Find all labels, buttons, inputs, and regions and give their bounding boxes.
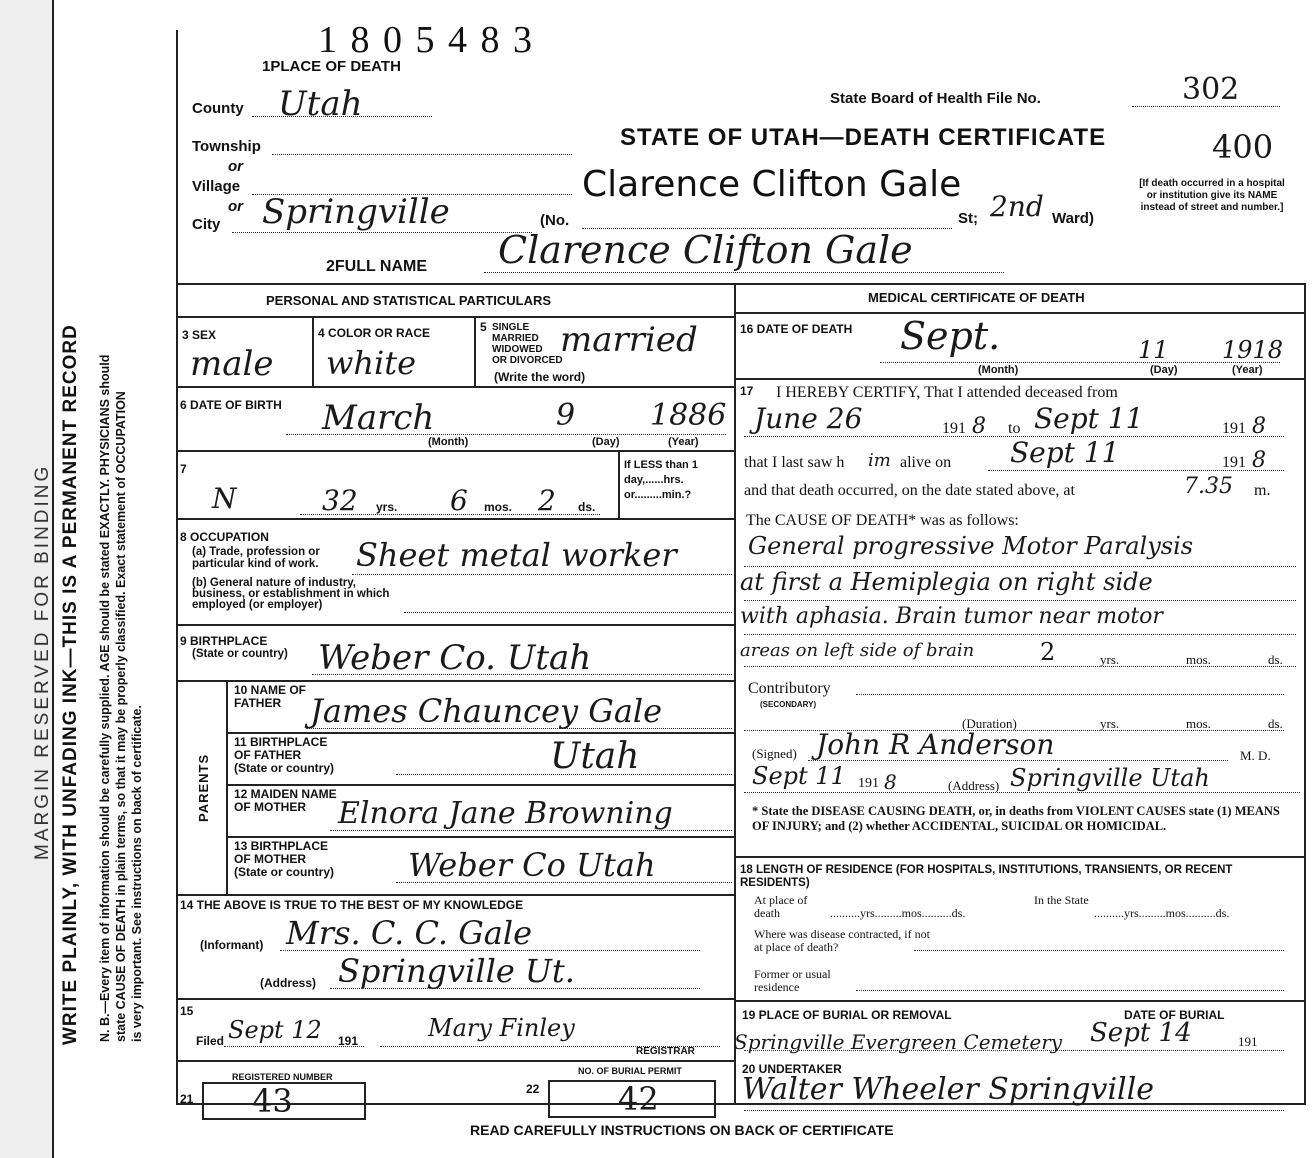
birthplace-underline — [312, 674, 732, 675]
color-divider — [474, 316, 476, 386]
city-label: City — [192, 216, 221, 233]
ward-value: 2nd — [990, 190, 1044, 223]
cause-line-3: with aphasia. Brain tumor near motor — [740, 604, 1163, 629]
age-months: 6 — [450, 484, 468, 517]
mother-bp-underline — [396, 882, 732, 883]
true-statement-label: 14 THE ABOVE IS TRUE TO THE BEST OF MY KNOWLEDGE — [180, 898, 524, 912]
in-state-units: ..........yrs.........mos..........ds. — [1094, 906, 1230, 920]
reg-number-label: REGISTERED NUMBER — [232, 1072, 333, 1082]
last-saw-underline — [988, 470, 1284, 471]
year-prefix-3: 191 — [1222, 454, 1246, 471]
parents-rule-2 — [226, 784, 734, 786]
dod-month: Sept. — [900, 314, 1001, 358]
dob-day-label: (Day) — [592, 436, 620, 448]
secondary-label: (SECONDARY) — [760, 700, 817, 709]
year-suffix-1: 8 — [972, 414, 986, 439]
marital-write-note: (Write the word) — [494, 370, 586, 384]
dob-underline — [286, 434, 726, 435]
age-years: 32 — [322, 484, 358, 517]
former-residence-underline — [856, 990, 1284, 991]
cause-line-1: General progressive Motor Paralysis — [748, 532, 1194, 560]
undertaker-underline — [744, 1110, 1284, 1111]
reg-number-value: 43 — [252, 1082, 293, 1120]
last-saw-date: Sept 11 — [1010, 436, 1120, 469]
registrar-name: Mary Finley — [428, 1014, 575, 1042]
footnote: * State the DISEASE CAUSING DEATH, or, in deaths from VIOLENT CAUSES state (1) MEANS OF INJURY; and (2) whether ACCIDENTAL, SUICIDAL OR HOMICIDAL. — [752, 804, 1280, 833]
birthplace-value: Weber Co. Utah — [318, 638, 592, 678]
disease-contracted-underline — [914, 950, 1284, 951]
or-label-2: or — [228, 198, 243, 215]
alive-on-label: alive on — [900, 454, 952, 471]
year-suffix-2: 8 — [1252, 414, 1266, 439]
margin-note-line1: N. B.—Every item of information should be carefully supplied. AGE should be stated EXACTLY. PHYSICIANS should — [98, 354, 112, 1042]
attended-to: Sept 11 — [1034, 402, 1144, 435]
mother-underline — [330, 830, 732, 831]
filed-num: 15 — [180, 1004, 194, 1018]
burial-date-value: Sept 14 — [1090, 1018, 1192, 1048]
full-name-underline — [484, 272, 1004, 273]
father-underline — [306, 728, 732, 729]
no-label: (No. — [540, 212, 570, 229]
physician-address-underline — [744, 792, 1300, 793]
contrib-mos-label: mos. — [1186, 716, 1211, 731]
margin-note-line3: is very important. See instructions on back of certificate. — [130, 705, 144, 1042]
reg-number-idx: 21 — [180, 1092, 194, 1106]
undertaker-value: Walter Wheeler Springville — [742, 1072, 1154, 1107]
sex-label: 3 SEX — [182, 328, 217, 342]
state-board-label: State Board of Health File No. — [830, 90, 1041, 107]
cause-ds-label: ds. — [1268, 652, 1283, 667]
parents-label: PARENTS — [196, 753, 211, 822]
left-rule-7 — [176, 894, 734, 896]
cause-underline-2 — [744, 600, 1296, 601]
physician-signature: John R Anderson — [816, 728, 1055, 761]
occupation-value: Sheet metal worker — [356, 536, 677, 574]
occ-a-label: (a) Trade, profession or particular kind of work. — [192, 546, 320, 570]
less-than-label: If LESS than 1 day,......hrs. or.........min.? — [624, 459, 698, 501]
full-name-label: 2FULL NAME — [326, 258, 428, 275]
filed-date: Sept 12 — [228, 1016, 322, 1044]
informant-label: (Informant) — [200, 938, 264, 952]
dod-month-label: (Month) — [978, 364, 1019, 376]
mother-value: Elnora Jane Browning — [338, 796, 673, 831]
personal-heading: PERSONAL AND STATISTICAL PARTICULARS — [266, 293, 552, 308]
filed-year: 191 — [338, 1034, 359, 1048]
at-place-label: At place of death — [754, 893, 808, 920]
burial-year: 191 — [1238, 1034, 1258, 1049]
burial-permit-idx: 22 — [526, 1082, 540, 1096]
last-saw-him: im — [868, 450, 891, 471]
disease-contracted-label: Where was disease contracted, if not at place of death? — [754, 927, 930, 954]
at-place-units: ..........yrs.........mos..........ds. — [830, 906, 966, 920]
column-divider — [734, 283, 736, 1105]
birthplace-label: 9 BIRTHPLACE — [180, 634, 268, 648]
parents-rule-3 — [226, 836, 734, 838]
burial-permit-value: 42 — [618, 1080, 659, 1118]
dod-underline — [880, 362, 1280, 363]
township-underline — [272, 154, 572, 155]
right-rule-2 — [734, 378, 1306, 380]
certify-text: I HEREBY CERTIFY, That I attended deceased from — [776, 384, 1118, 401]
age-days: 2 — [538, 484, 556, 517]
contrib-ds-label: ds. — [1268, 716, 1283, 731]
last-saw-label: that I last saw h — [744, 454, 845, 471]
full-name-value: Clarence Clifton Gale — [498, 228, 913, 272]
left-rule-4 — [176, 518, 734, 520]
dod-label: 16 DATE OF DEATH — [740, 322, 853, 336]
father-value: James Chauncey Gale — [310, 692, 663, 730]
dob-year-label: (Year) — [668, 436, 699, 448]
left-rule-6 — [176, 680, 734, 682]
marital-label: SINGLE MARRIED WIDOWED OR DIVORCED — [492, 322, 563, 366]
cause-label: The CAUSE OF DEATH* was as follows: — [746, 512, 1019, 529]
sex-value: male — [190, 344, 274, 384]
number-400: 400 — [1212, 128, 1274, 166]
age-less-divider — [618, 450, 620, 518]
burial-date-label: DATE OF BURIAL — [1124, 1008, 1225, 1022]
left-rule-3 — [176, 450, 734, 452]
age-mark: N — [212, 482, 237, 515]
filed-underline — [224, 1046, 364, 1047]
num17: 17 — [740, 384, 754, 398]
dob-month-label: (Month) — [428, 436, 469, 448]
cause-underline-4 — [744, 666, 1296, 667]
informant-value: Mrs. C. C. Gale — [286, 914, 533, 952]
county-value: Utah — [278, 84, 363, 124]
contributory-underline-1 — [856, 694, 1284, 695]
mother-bp-label: 13 BIRTHPLACE OF MOTHER (State or country) — [234, 839, 335, 879]
age-days-label: ds. — [578, 500, 596, 514]
father-bp-label: 11 BIRTHPLACE OF FATHER (State or country) — [234, 735, 335, 775]
occ-b-label: (b) General nature of industry, business, or establishment in which employed (or employer) — [192, 577, 390, 611]
left-rule-5 — [176, 624, 734, 626]
burial-permit-label: NO. OF BURIAL PERMIT — [578, 1066, 682, 1076]
cause-yrs-label: yrs. — [1100, 652, 1120, 667]
age-months-label: mos. — [484, 500, 513, 514]
city-underline — [232, 232, 532, 233]
death-occurred-label: and that death occurred, on the date stated above, at — [744, 482, 1075, 499]
or-label-1: or — [228, 158, 243, 175]
physician-address-label: (Address) — [948, 778, 1000, 793]
informant-address-underline — [330, 988, 700, 989]
year-suffix-3: 8 — [1252, 448, 1266, 473]
contributory-label: Contributory — [748, 680, 831, 697]
signed-label: (Signed) — [752, 746, 797, 761]
sex-divider — [312, 316, 314, 386]
contrib-yrs-label: yrs. — [1100, 716, 1120, 731]
serial-number: 1 8 0 5 4 8 3 — [318, 19, 534, 61]
mother-bp-value: Weber Co Utah — [408, 846, 656, 884]
right-rule-3 — [734, 856, 1306, 858]
certificate-title: STATE OF UTAH—DEATH CERTIFICATE — [620, 124, 1107, 151]
signed-year: 191 — [858, 776, 879, 791]
residence-label: 18 LENGTH OF RESIDENCE (FOR HOSPITALS, INSTITUTIONS, TRANSIENTS, OR RECENT RESIDENTS) — [740, 864, 1233, 889]
to-label: to — [1008, 420, 1021, 437]
left-rule-2 — [176, 386, 734, 388]
md-label: M. D. — [1240, 748, 1271, 763]
burial-place-value: Springville Evergreen Cemetery — [734, 1030, 1063, 1054]
time-suffix: m. — [1254, 482, 1271, 499]
file-number: 302 — [1182, 72, 1240, 107]
age-underline — [300, 514, 600, 515]
cause-line-2: at first a Hemiplegia on right side — [740, 568, 1153, 596]
county-label: County — [192, 100, 244, 117]
signed-date: Sept 11 — [752, 762, 846, 790]
dod-year: 1918 — [1222, 336, 1284, 364]
occupation-label: 8 OCCUPATION — [180, 530, 269, 544]
employer-underline — [404, 612, 732, 613]
hospital-note: [If death occurred in a hospital or institution give its NAME instead of street and number.] — [1139, 178, 1285, 213]
age-num: 7 — [180, 462, 187, 476]
parents-divider — [226, 680, 228, 894]
parents-rule-1 — [226, 732, 734, 734]
medical-heading: MEDICAL CERTIFICATE OF DEATH — [868, 290, 1085, 305]
margin-note-line2: state CAUSE OF DEATH in plain terms, so that it may be properly classified. Exact statement of OCCUPATION — [114, 391, 128, 1042]
typed-name: Clarence Clifton Gale — [582, 164, 962, 205]
dod-day-label: (Day) — [1150, 364, 1178, 376]
burial-place-label: 19 PLACE OF BURIAL OR REMOVAL — [742, 1008, 952, 1022]
place-of-death-label: 1PLACE OF DEATH — [262, 58, 401, 75]
age-years-label: yrs. — [376, 500, 398, 514]
township-label: Township — [192, 138, 261, 155]
st-label: St; — [958, 210, 978, 227]
margin-binding-text: MARGIN RESERVED FOR BINDING — [32, 463, 53, 860]
in-state-label: In the State — [1034, 893, 1089, 907]
birthplace-sub: (State or country) — [192, 648, 288, 660]
left-rule-8 — [176, 998, 734, 1000]
year-prefix-1: 191 — [942, 420, 966, 437]
signature-underline — [808, 760, 1228, 761]
undertaker-label: 20 UNDERTAKER — [742, 1062, 842, 1076]
father-bp-underline — [396, 774, 732, 775]
informant-underline — [280, 950, 700, 951]
year-prefix-2: 191 — [1222, 420, 1246, 437]
city-value: Springville — [262, 192, 450, 232]
footer-instructions: READ CAREFULLY INSTRUCTIONS ON BACK OF CERTIFICATE — [470, 1122, 894, 1138]
color-value: white — [326, 344, 417, 382]
left-outer-line — [176, 30, 178, 290]
dod-year-label: (Year) — [1232, 364, 1263, 376]
dob-year: 1886 — [650, 398, 727, 433]
attended-from: June 26 — [754, 402, 863, 435]
cause-mos-label: mos. — [1186, 652, 1211, 667]
village-label: Village — [192, 178, 241, 195]
father-bp-value: Utah — [550, 736, 640, 777]
father-label: 10 NAME OF FATHER — [234, 683, 307, 710]
color-label: 4 COLOR OR RACE — [318, 326, 431, 340]
right-rule-4 — [734, 1000, 1306, 1002]
former-residence-label: Former or usual residence — [754, 967, 831, 994]
marital-value: married — [560, 320, 698, 360]
cause-line-4: areas on left side of brain — [740, 640, 975, 661]
left-rule-9 — [176, 1060, 734, 1062]
burial-underline — [744, 1050, 1284, 1051]
informant-address-label: (Address) — [260, 976, 317, 990]
occupation-underline — [352, 574, 732, 575]
dob-month: March — [322, 398, 435, 438]
dob-label: 6 DATE OF BIRTH — [180, 398, 282, 412]
right-rule-1 — [734, 312, 1306, 314]
dob-day: 9 — [556, 398, 576, 433]
duration-label: (Duration) — [962, 716, 1017, 731]
filed-label: Filed — [196, 1034, 225, 1048]
cause-underline-1 — [744, 566, 1296, 567]
left-rule-1 — [176, 316, 734, 318]
physician-address: Springville Utah — [1010, 764, 1210, 792]
cause-years: 2 — [1040, 638, 1056, 666]
marital-num: 5 — [480, 320, 487, 334]
cause-underline-3 — [744, 634, 1296, 635]
signed-year-suffix: 8 — [884, 770, 897, 794]
informant-address-value: Springville Ut. — [338, 952, 575, 990]
registrar-label: REGISTRAR — [636, 1046, 695, 1057]
death-time: 7.35 — [1184, 474, 1233, 499]
dod-day: 11 — [1138, 336, 1169, 364]
ward-label: Ward) — [1052, 210, 1094, 227]
mother-label: 12 MAIDEN NAME OF MOTHER — [234, 787, 337, 814]
margin-permanent-record: WRITE PLAINLY, WITH UNFADING INK—THIS IS A PERMANENT RECORD — [60, 324, 81, 1045]
